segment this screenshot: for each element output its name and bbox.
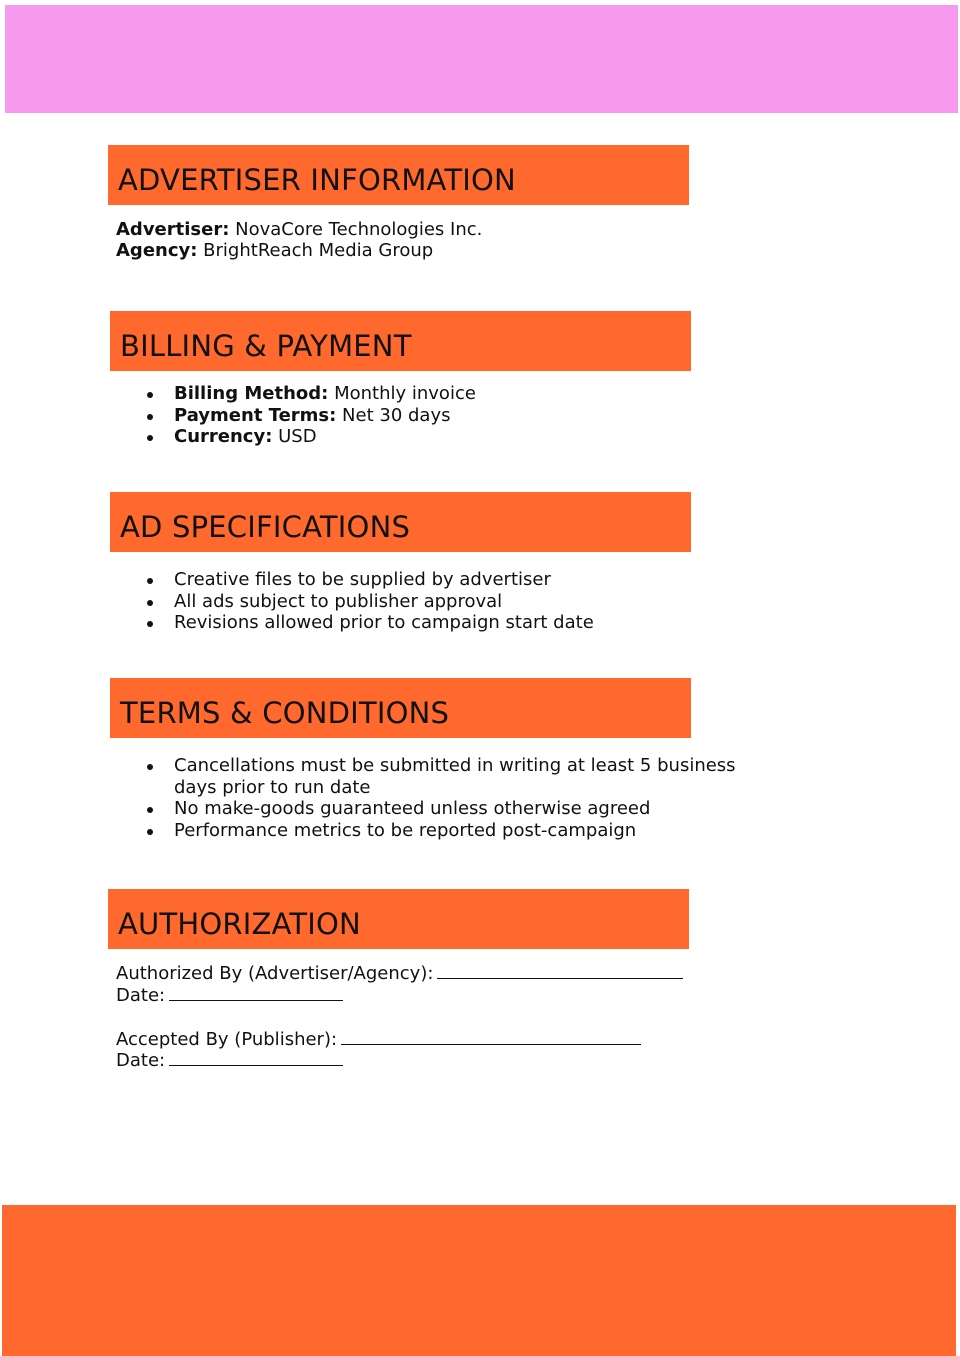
agency-value: BrightReach Media Group <box>197 240 434 261</box>
advertiser-line <box>116 219 482 241</box>
ad-specs-list <box>110 569 594 634</box>
authorized-by-label: Authorized By (Advertiser/Agency): <box>116 963 434 984</box>
date-label: Date: <box>116 1050 166 1071</box>
accepted-by-signature-line[interactable] <box>341 1030 641 1045</box>
item-text-continued: days prior to run date <box>174 776 371 798</box>
section-header-authorization <box>108 889 689 949</box>
section-header-billing <box>110 311 691 371</box>
billing-list <box>110 383 476 448</box>
item-value: Net 30 days <box>336 404 451 426</box>
item-label: Payment Terms: <box>174 404 337 426</box>
advertiser-label: Advertiser: <box>116 219 230 240</box>
list-item: Creative files to be supplied by advertiser <box>110 569 594 591</box>
agency-label: Agency: <box>116 240 198 261</box>
item-value: USD <box>272 426 317 447</box>
section-title: AUTHORIZATION <box>118 907 361 941</box>
footer-band <box>2 1205 956 1356</box>
section-title: ADVERTISER INFORMATION <box>118 163 516 197</box>
date-signature-line-1[interactable] <box>169 986 343 1001</box>
list-item <box>110 405 476 427</box>
list-item: No make-goods guaranteed unless otherwise agreed <box>110 798 736 820</box>
item-label: Billing Method: <box>174 383 329 404</box>
accepted-by-label: Accepted By (Publisher): <box>116 1029 338 1050</box>
date-label: Date: <box>116 985 166 1006</box>
authorized-by-signature-line[interactable] <box>437 964 683 979</box>
list-item <box>110 755 736 798</box>
section-title: BILLING & PAYMENT <box>120 329 412 363</box>
section-header-terms <box>110 678 691 738</box>
section-title: AD SPECIFICATIONS <box>120 510 411 544</box>
list-item: Performance metrics to be reported post-campaign <box>110 820 736 842</box>
section-title: TERMS & CONDITIONS <box>120 696 450 730</box>
date-row-2 <box>116 1050 343 1072</box>
advertiser-value: NovaCore Technologies Inc. <box>229 219 483 240</box>
date-signature-line-2[interactable] <box>169 1051 343 1066</box>
list-item: All ads subject to publisher approval <box>110 591 594 613</box>
item-text: Cancellations must be submitted in writing at least 5 business <box>174 755 736 776</box>
item-value: Monthly invoice <box>328 383 476 404</box>
section-header-advertiser <box>108 145 689 205</box>
list-item <box>110 383 476 405</box>
terms-list <box>110 755 736 841</box>
date-row-1 <box>116 985 343 1007</box>
agency-line <box>116 240 433 262</box>
authorized-by-row <box>116 963 683 985</box>
item-label: Currency: <box>174 426 273 447</box>
accepted-by-row <box>116 1029 641 1051</box>
section-header-ad-specs <box>110 492 691 552</box>
header-band <box>5 5 958 113</box>
list-item: Revisions allowed prior to campaign start date <box>110 612 594 634</box>
list-item <box>110 426 476 448</box>
